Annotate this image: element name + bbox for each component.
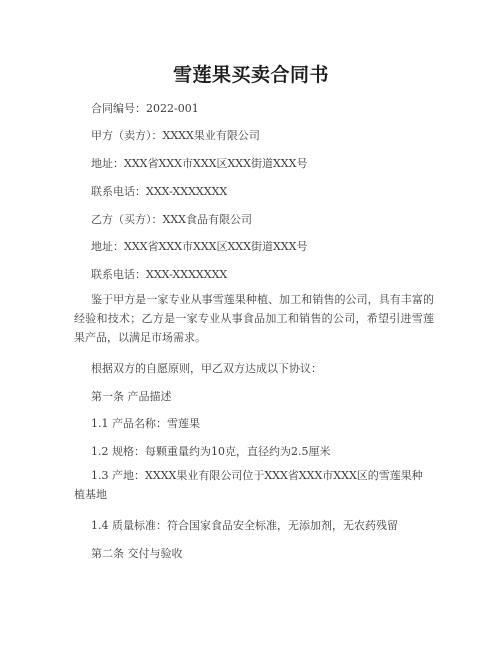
party-a-name: 甲方（卖方）：XXXX果业有限公司 [91, 129, 260, 142]
article-2-heading: 第二条 交付与验收 [91, 547, 183, 560]
item-1-4: 1.4 质量标准：符合国家食品安全标准，无添加剂，无农药残留 [91, 519, 398, 532]
item-1-1: 1.1 产品名称：雪莲果 [91, 417, 200, 430]
party-b-name: 乙方（买方）：XXX食品有限公司 [91, 213, 252, 226]
party-b-address: 地址：XXX省XXX市XXX区XXX街道XXX号 [91, 240, 308, 253]
party-a-address: 地址：XXX省XXX市XXX区XXX街道XXX号 [91, 157, 308, 170]
party-a-phone: 联系电话：XXX-XXXXXXX [91, 185, 228, 198]
article-1-heading: 第一条 产品描述 [91, 390, 172, 403]
agreement-statement: 根据双方的自愿原则，甲乙双方达成以下协议： [91, 362, 322, 375]
preamble-paragraph: 鉴于甲方是一家专业从事雪莲果种植、加工和销售的公司，具有丰富的经验和技术；乙方是一家专业从事食品加工和销售的公司，希望引进雪莲果产品，以满足市场需求。 [74, 293, 434, 344]
item-1-3: 1.3 产地：XXXX果业有限公司位于XXX省XXX市XXX区的雪莲果种植基地 [74, 469, 423, 501]
document-title: 雪莲果买卖合同书 [172, 64, 329, 86]
party-b-phone: 联系电话：XXX-XXXXXXX [91, 268, 228, 281]
item-1-2: 1.2 规格：每颗重量约为10克，直径约为2.5厘米 [91, 445, 331, 458]
contract-number: 合同编号：2022-001 [91, 102, 199, 115]
